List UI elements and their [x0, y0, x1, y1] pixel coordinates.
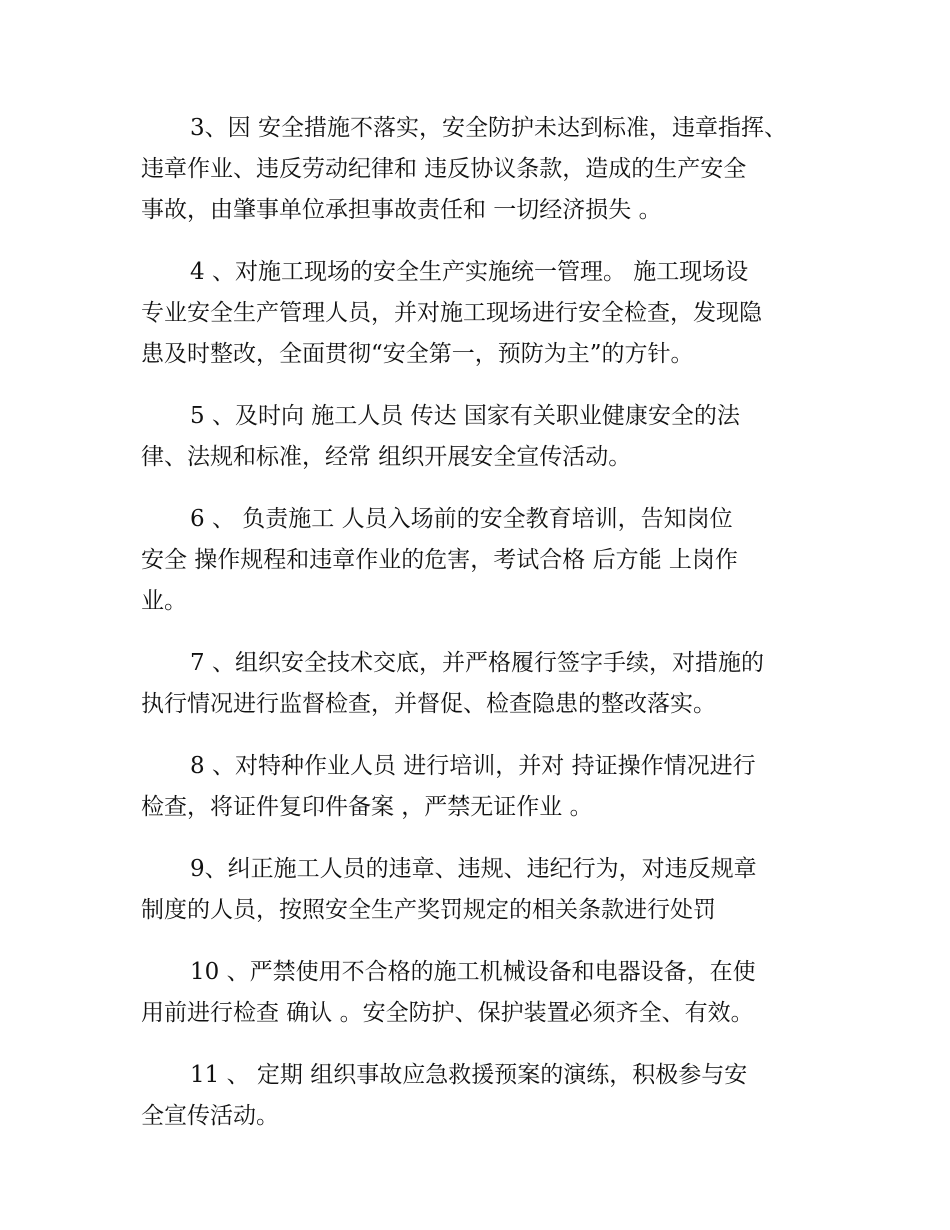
paragraph-item-9: [141, 849, 831, 931]
paragraph-item-3: [141, 108, 831, 231]
paragraph-line: 全宣传活动。: [141, 1103, 279, 1129]
paragraph-line: 用前进行检查 确认 。安全防护、保护装置必须齐全、有效。: [141, 1000, 754, 1026]
paragraph-line: 10 、严禁使用不合格的施工机械设备和电器设备，在使: [190, 959, 756, 985]
paragraph-line: 9、纠正施工人员的违章、违规、违纪行为，对违反规章: [190, 856, 757, 882]
paragraph-line: 违章作业、违反劳动纪律和 违反协议条款，造成的生产安全: [141, 156, 747, 182]
paragraph-line: 8 、对特种作业人员 进行培训，并对 持证操作情况进行: [190, 753, 756, 779]
paragraph-line: 事故，由肇事单位承担事故责任和 一切经济损失 。: [141, 197, 662, 223]
paragraph-line: 4 、对施工现场的安全生产实施统一管理。 施工现场设: [190, 259, 749, 285]
paragraph-line: 患及时整改，全面贯彻“安全第一，预防为主”的方针。: [141, 341, 694, 367]
paragraph-line: 执行情况进行监督检查，并督促、检查隐患的整改落实。: [141, 691, 716, 717]
paragraph-item-11: [141, 1055, 831, 1137]
paragraph-item-4: [141, 252, 831, 375]
paragraph-line: 安全 操作规程和违章作业的危害，考试合格 后方能 上岗作: [141, 547, 738, 573]
paragraph-item-7: [141, 643, 831, 725]
paragraph-item-5: [141, 396, 831, 478]
paragraph-line: 律、法规和标准，经常 组织开展安全宣传活动。: [141, 444, 632, 470]
paragraph-item-8: [141, 746, 831, 828]
paragraph-line: 7 、组织安全技术交底，并严格履行签字手续，对措施的: [190, 650, 764, 676]
paragraph-line: 业。: [141, 588, 187, 614]
paragraph-line: 11 、 定期 组织事故应急救援预案的演练，积极参与安: [190, 1062, 748, 1088]
paragraph-line: 专业安全生产管理人员，并对施工现场进行安全检查，发现隐: [141, 300, 762, 326]
paragraph-item-6: [141, 499, 831, 622]
paragraph-line: 制度的人员，按照安全生产奖罚规定的相关条款进行处罚: [141, 897, 716, 923]
paragraph-line: 6 、 负责施工 人员入场前的安全教育培训，告知岗位: [190, 506, 733, 532]
document-body: [141, 108, 831, 1158]
paragraph-item-10: [141, 952, 831, 1034]
paragraph-line: 5 、及时向 施工人员 传达 国家有关职业健康安全的法: [190, 403, 740, 429]
paragraph-line: 3、因 安全措施不落实，安全防护未达到标准，违章指挥、: [190, 115, 787, 141]
paragraph-line: 检查，将证件复印件备案 ，严禁无证作业 。: [141, 794, 593, 820]
